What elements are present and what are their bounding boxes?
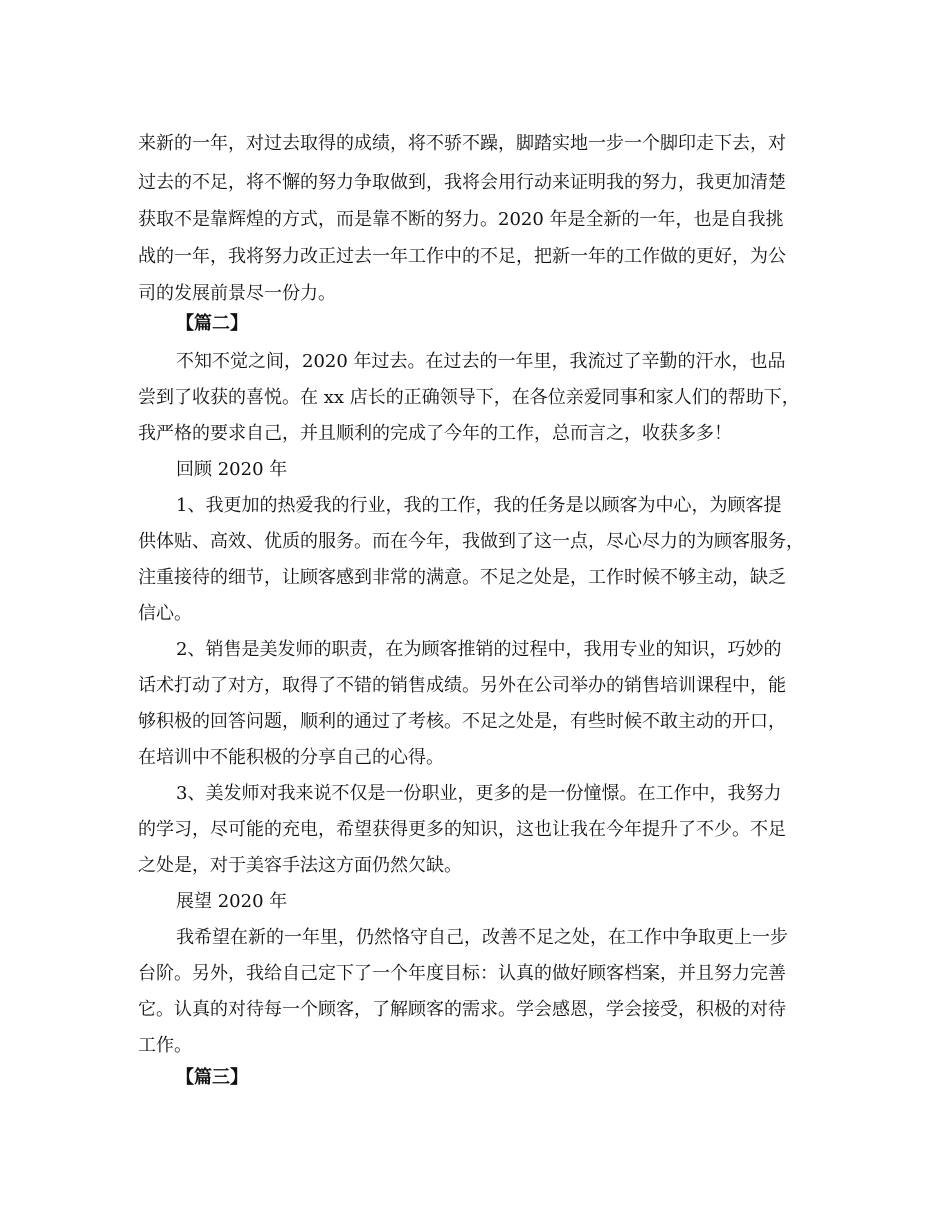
- paragraph-line: 够积极的回答问题，顺利的通过了考核。不足之处是，有些时候不敢主动的开口，: [138, 711, 786, 732]
- paragraph-line: 信心。: [138, 603, 192, 624]
- paragraph-line: 话术打动了对方，取得了不错的销售成绩。另外在公司举办的销售培训课程中，能: [138, 675, 786, 696]
- paragraph-line: 尝到了收获的喜悦。在 xx 店长的正确领导下，在各位亲爱同事和家人们的帮助下，: [138, 387, 800, 408]
- paragraph-line: 1、我更加的热爱我的行业，我的工作，我的任务是以顾客为中心，为顾客提: [176, 495, 782, 516]
- paragraph-line: 它。认真的对待每一个顾客，了解顾客的需求。学会感恩，学会接受，积极的对待: [138, 999, 786, 1020]
- paragraph-line: 3、美发师对我来说不仅是一份职业，更多的是一份憧憬。在工作中，我努力: [176, 783, 782, 804]
- paragraph-line: 注重接待的细节，让顾客感到非常的满意。不足之处是，工作时候不够主动，缺乏: [138, 567, 786, 588]
- paragraph-line: 工作。: [138, 1035, 192, 1056]
- section-heading: 【篇二】: [176, 313, 248, 334]
- paragraph-line: 我希望在新的一年里，仍然恪守自己，改善不足之处，在工作中争取更上一步: [176, 927, 788, 948]
- subheading: 回顾 2020 年: [176, 459, 288, 480]
- paragraph-line: 在培训中不能积极的分享自己的心得。: [138, 747, 444, 768]
- paragraph-line: 2、销售是美发师的职责，在为顾客推销的过程中，我用专业的知识，巧妙的: [176, 639, 782, 660]
- paragraph-line: 司的发展前景尽一份力。: [138, 283, 336, 304]
- paragraph-line: 不知不觉之间，2020 年过去。在过去的一年里，我流过了辛勤的汗水，也品: [176, 351, 786, 372]
- section-heading: 【篇三】: [176, 1067, 248, 1088]
- paragraph-line: 台阶。另外，我给自己定下了一个年度目标：认真的做好顾客档案，并且努力完善: [138, 963, 786, 984]
- paragraph-line: 供体贴、高效、优质的服务。而在今年，我做到了这一点，尽心尽力的为顾客服务，: [138, 531, 804, 552]
- paragraph-line: 获取不是靠辉煌的方式，而是靠不断的努力。2020 年是全新的一年，也是自我挑: [138, 209, 784, 230]
- paragraph-line: 的学习，尽可能的充电，希望获得更多的知识，这也让我在今年提升了不少。不足: [138, 819, 786, 840]
- paragraph-line: 之处是，对于美容手法这方面仍然欠缺。: [138, 855, 462, 876]
- subheading: 展望 2020 年: [176, 891, 288, 912]
- paragraph-line: 我严格的要求自己，并且顺利的完成了今年的工作，总而言之，收获多多！: [138, 423, 732, 444]
- paragraph-line: 来新的一年，对过去取得的成绩，将不骄不躁，脚踏实地一步一个脚印走下去，对: [138, 133, 786, 154]
- paragraph-line: 过去的不足，将不懈的努力争取做到，我将会用行动来证明我的努力，我更加清楚: [138, 172, 786, 193]
- paragraph-line: 战的一年，我将努力改正过去一年工作中的不足，把新一年的工作做的更好，为公: [138, 246, 786, 267]
